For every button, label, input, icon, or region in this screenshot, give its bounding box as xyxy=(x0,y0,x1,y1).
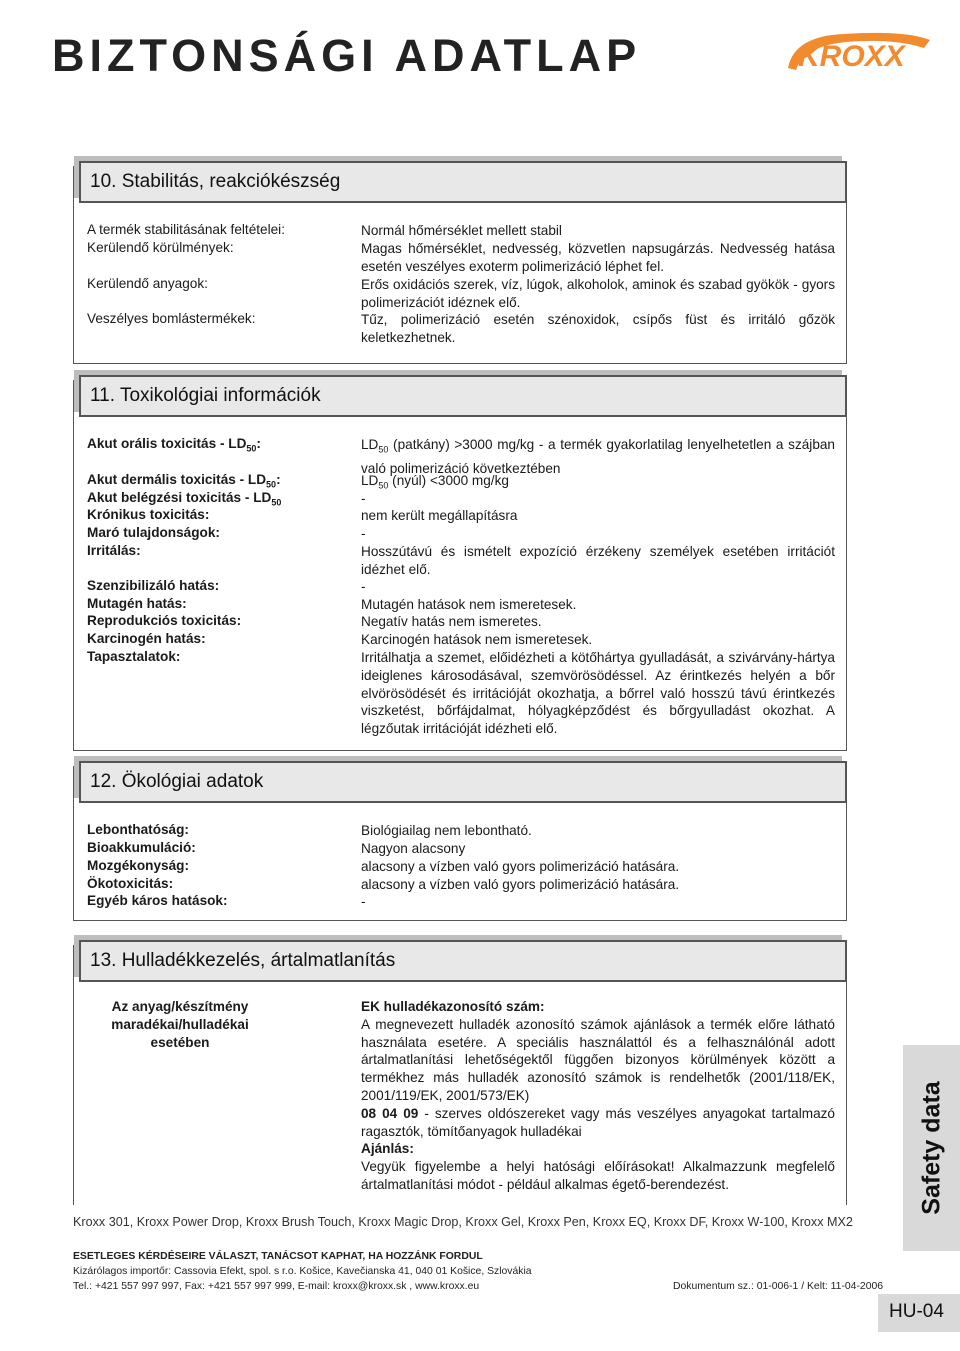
page-code: HU-04 xyxy=(878,1294,960,1332)
logo-text: KROXX xyxy=(798,40,905,73)
section-13-heading: 13. Hulladékkezelés, ártalmatlanítás xyxy=(79,940,847,982)
section-11-heading: 11. Toxikológiai információk xyxy=(79,375,847,417)
ek-text: A megnevezett hulladék azonosító számok ajánlások a termék előre látható használata esetére. A speciális használattól és a felhasználónál adott ártalmatlanítási lehetőségektől függően bizonyos körülmények között a termékhez más hulladék azonosító számok is rendelhetők (2001/118/EK, 2001/119/EK, 2001/573/EK) xyxy=(361,1016,835,1103)
safety-data-tab: Safety data xyxy=(903,1045,960,1251)
importer-info: Kizárólagos importőr: Cassovia Efekt, spol. s r.o. Košice, Kavečianska 41, 040 01 Košice, Szlovákia xyxy=(73,1266,532,1277)
product-list: Kroxx 301, Kroxx Power Drop, Kroxx Brush Touch, Kroxx Magic Drop, Kroxx Gel, Kroxx Pen, Kroxx EQ, Kroxx DF, Kroxx W-100, Kroxx MX2 xyxy=(73,1215,853,1229)
section-12-heading: 12. Ökológiai adatok xyxy=(79,761,847,803)
kroxx-logo xyxy=(784,26,934,84)
waste-code: 08 04 09 - szerves oldószereket vagy más veszélyes anyagokat tartalmazó ragasztók, tömítőanyagok hulladékai xyxy=(361,1105,835,1139)
document-title: BIZTONSÁGI ADATLAP xyxy=(52,30,642,81)
recommendation-title: Ajánlás: xyxy=(361,1141,414,1157)
contact-heading: ESETLEGES KÉRDÉSEIRE VÁLASZT, TANÁCSOT KAPHAT, HA HOZZÁNK FORDUL xyxy=(73,1251,483,1262)
recommendation-text: Vegyük figyelembe a helyi hatósági előírásokat! Alkalmazzunk megfelelő ártalmatlanítási módot - például alkalmas égető-berendezést. xyxy=(361,1159,835,1192)
section-10-heading: 10. Stabilitás, reakciókészség xyxy=(79,161,847,203)
s13-left-label: Az anyag/készítmény maradékai/hulladékai esetében xyxy=(111,999,249,1050)
contact-phones: Tel.: +421 557 997 997, Fax: +421 557 997 999, E-mail: kroxx@kroxx.sk , www.kroxx.eu xyxy=(73,1281,480,1292)
document-number: Dokumentum sz.: 01-006-1 / Kelt: 11-04-2006 xyxy=(673,1281,884,1292)
s13-body xyxy=(361,998,835,1194)
ek-title: EK hulladékazonosító szám: xyxy=(361,999,545,1014)
